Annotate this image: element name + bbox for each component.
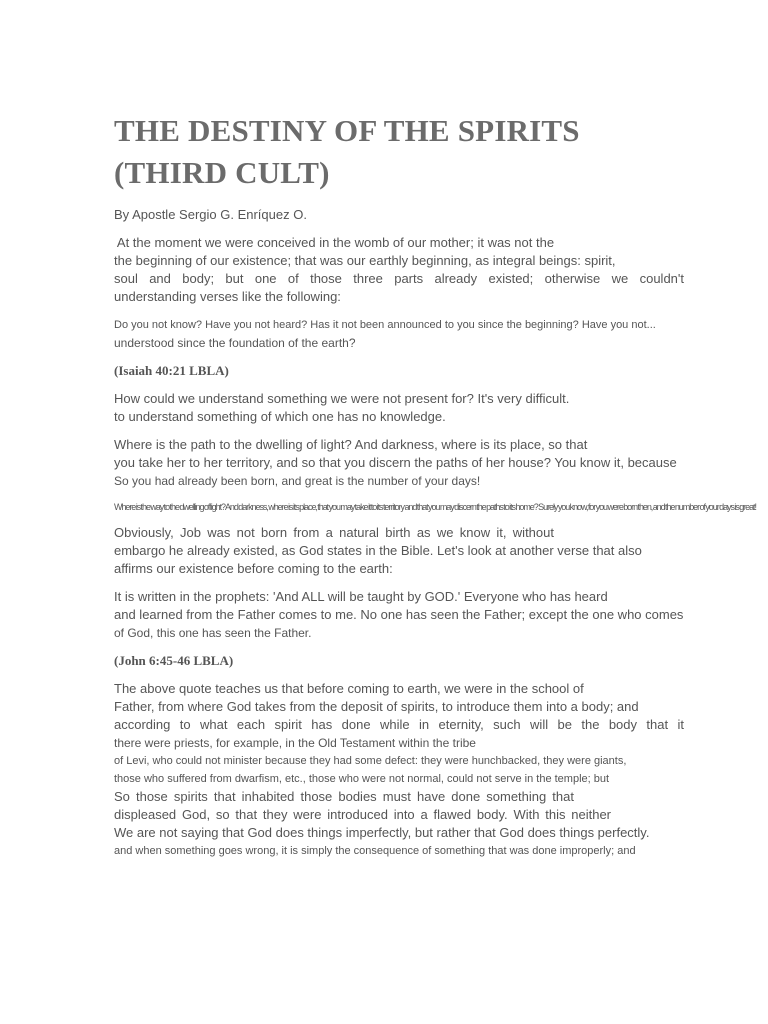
paragraph-line: of Levi, who could not minister because they had some defect: they were hunchbacked, they were giants, [114,755,627,767]
paragraph-line: understanding verses like the following: [114,289,341,304]
title-line-1: THE DESTINY OF THE SPIRITS [114,113,580,148]
reference-isaiah: (Isaiah 40:21 LBLA) [114,363,229,378]
quote-isaiah [114,316,684,352]
paragraph-3 [114,436,684,490]
paragraph-line: soul and body; but one of those three parts already existed; otherwise we couldn't [114,271,684,286]
paragraph-line: It is written in the prophets: 'And ALL will be taught by GOD.' Everyone who has heard [114,589,608,604]
paragraph-line: How could we understand something we were not present for? It's very difficult. [114,391,570,406]
paragraph-line: to understand something of which one has no knowledge. [114,409,446,424]
paragraph-line: The above quote teaches us that before coming to earth, we were in the school of [114,681,584,696]
paragraph-line: according to what each spirit has done while in eternity, such will be the body that it [114,717,684,732]
paragraph-line: We are not saying that God does things imperfectly, but rather that God does things perfectly. [114,825,650,840]
paragraph-line: embargo he already existed, as God states in the Bible. Let's look at another verse that also [114,543,642,558]
paragraph-line: you take her to her territory, and so that you discern the paths of her house? You know it, because [114,455,677,470]
paragraph-line: displeased God, so that they were introduced into a flawed body. With this neither [114,807,611,822]
paragraph-line: Where is the way to the dwelling of light? And darkness, where is its place, that you may take it to its territory and that you may discern the paths to its home? Surely you know, for you were born then, and the number of your days is great! [114,502,756,512]
reference-john: (John 6:45-46 LBLA) [114,653,234,668]
paragraph-5 [114,524,684,578]
paragraph-line: and learned from the Father comes to me. No one has seen the Father; except the one who comes [114,607,684,622]
paragraph-line: the beginning of our existence; that was our earthly beginning, as integral beings: spirit, [114,253,616,268]
paragraph-line: understood since the foundation of the earth? [114,336,356,350]
document-title [114,110,684,194]
paragraph-line: So those spirits that inhabited those bodies must have done something that [114,789,574,804]
document-page [114,110,756,870]
author-byline: By Apostle Sergio G. Enríquez O. [114,207,307,222]
paragraph-2 [114,390,684,426]
paragraph-line: and when something goes wrong, it is simply the consequence of something that was done improperly; and [114,845,636,857]
paragraph-line: At the moment we were conceived in the womb of our mother; it was not the [114,235,555,250]
paragraph-line: of God, this one has seen the Father. [114,626,312,640]
paragraph-line: those who suffered from dwarfism, etc., those who were not normal, could not serve in the temple; but [114,773,610,785]
quote-john [114,588,684,642]
paragraph-line: affirms our existence before coming to the earth: [114,561,393,576]
paragraph-line: So you had already been born, and great is the number of your days! [114,474,481,488]
paragraph-4-compressed [114,500,756,514]
paragraph-line: Obviously, Job was not born from a natural birth as we know it, without [114,525,554,540]
paragraph-line: there were priests, for example, in the Old Testament within the tribe [114,736,476,750]
paragraph-1 [114,234,684,306]
title-line-2: (THIRD CULT) [114,155,330,190]
paragraph-line: Father, from where God takes from the deposit of spirits, to introduce them into a body; and [114,699,639,714]
paragraph-7 [114,680,684,860]
paragraph-line: Do you not know? Have you not heard? Has it not been announced to you since the beginning? Have you not... [114,319,656,331]
paragraph-line: Where is the path to the dwelling of light? And darkness, where is its place, so that [114,437,588,452]
